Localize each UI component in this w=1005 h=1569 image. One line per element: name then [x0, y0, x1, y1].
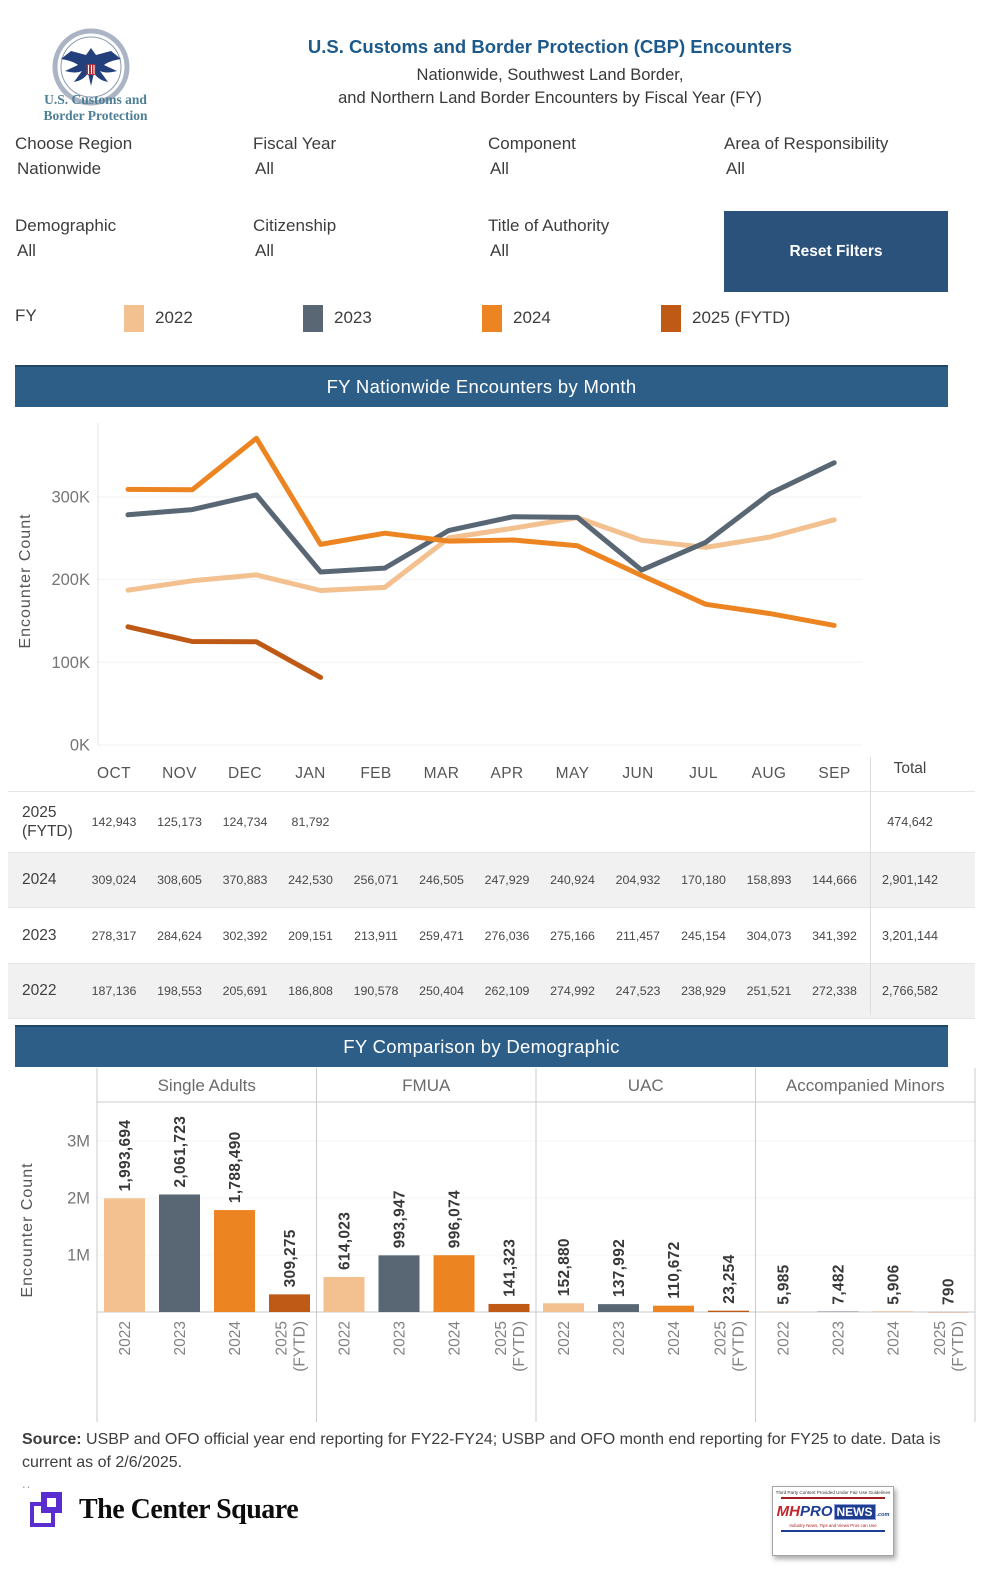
bar-value-label: 7,482 [830, 1264, 848, 1305]
encounter-value-cell: 211,457 [616, 928, 660, 943]
y-tick-label: 3M [67, 1132, 90, 1151]
encounter-value-cell: 262,109 [484, 984, 530, 998]
month-column-header: SEP [818, 765, 851, 782]
filter-value-dropdown[interactable]: All [255, 241, 274, 260]
encounter-value-cell: 142,943 [91, 815, 137, 829]
encounter-value-cell: 251,521 [746, 984, 792, 998]
mhpronews-mh: MH [776, 1503, 800, 1520]
table-row-2025FYTD [8, 791, 975, 852]
bar-Single-Adults-2025FYTD [269, 1294, 310, 1312]
encounter-value-cell: 209,151 [288, 928, 333, 943]
encounter-value-cell: 144,666 [812, 873, 857, 887]
encounters-table [8, 791, 975, 1019]
encounter-value-cell: 250,404 [419, 984, 464, 998]
bar-value-label: 110,672 [666, 1241, 683, 1299]
filter-value-dropdown[interactable]: All [490, 159, 509, 178]
legend-swatch [482, 305, 502, 332]
encounters-by-month-line-chart [0, 403, 1005, 763]
row-total-cell: 2,766,582 [881, 984, 939, 998]
bar-FMUA-2024 [434, 1255, 475, 1312]
encounter-value-cell: 278,317 [91, 928, 137, 943]
encounter-value-cell: 276,036 [484, 928, 530, 943]
row-year-label: 2025 (FYTD) [22, 803, 73, 840]
bar-x-label: (FYTD) [511, 1321, 528, 1372]
filter-label: Citizenship [253, 216, 337, 235]
reset-filters-button[interactable]: Reset Filters [724, 211, 948, 292]
encounter-value-cell: 187,136 [91, 984, 137, 998]
filter-value-dropdown[interactable]: All [726, 159, 745, 178]
bar-value-label: 23,254 [721, 1254, 738, 1304]
bar-value-label: 1,993,694 [117, 1119, 134, 1192]
mhpronews-pro: PRO [799, 1503, 833, 1520]
bar-FMUA-2023 [379, 1255, 420, 1312]
legend-item-label: 2024 [513, 308, 551, 327]
source-text: USBP and OFO official year end reporting for FY22-FY24; USBP and OFO month end reporting for FY25 to date. Data is current as of 2/6/2025. [22, 1431, 941, 1472]
y-tick-label: 100K [51, 653, 90, 672]
bar-UAC-2023 [598, 1304, 639, 1312]
mhpronews-red-rule [781, 1497, 885, 1499]
encounter-value-cell: 370,883 [222, 873, 268, 887]
bar-UAC-2024 [653, 1306, 694, 1312]
encounter-value-cell: 284,624 [157, 928, 202, 943]
bar-x-label: 2024 [446, 1321, 464, 1356]
bar-x-label: 2023 [391, 1321, 409, 1356]
legend-item-2025FYTD[interactable] [661, 303, 790, 333]
encounter-value-cell: 238,929 [681, 984, 726, 998]
encounter-value-cell: 158,893 [746, 873, 792, 887]
bar-value-label: 141,323 [501, 1238, 519, 1297]
bar-x-label: 2022 [775, 1321, 793, 1356]
line-chart-section-header [15, 365, 948, 407]
bar-value-label: 993,947 [391, 1190, 409, 1249]
bar-x-label: 2023 [611, 1321, 628, 1356]
cbp-logo-caption [8, 92, 183, 123]
mhpronews-tagline: Industry News, Tips and Views Pros can Use [789, 1523, 877, 1528]
mhpronews-disclaimer: Third Party Content Provided Under Fair Use Guidelines [775, 1490, 891, 1495]
encounter-value-cell: 247,523 [615, 984, 661, 998]
encounter-value-cell: 213,911 [354, 928, 398, 943]
bar-x-label: 2024 [227, 1321, 244, 1356]
bar-x-label: (FYTD) [950, 1321, 967, 1372]
demographic-group-label: UAC [627, 1076, 664, 1095]
source-note [22, 1428, 974, 1474]
encounter-value-cell: 198,553 [157, 984, 202, 998]
table-row-2023 [8, 907, 975, 963]
encounter-value-cell: 240,924 [550, 873, 595, 887]
filter-value-dropdown[interactable]: All [490, 241, 509, 260]
encounter-value-cell: 246,505 [419, 873, 464, 887]
y-tick-label: 200K [51, 571, 90, 590]
bar-x-label: 2022 [336, 1321, 354, 1356]
bar-x-label: 2024 [666, 1321, 683, 1356]
bar-x-label: 2023 [172, 1321, 189, 1356]
filter-citizenship [253, 216, 478, 261]
legend-swatch [661, 305, 681, 332]
center-square-icon [30, 1490, 66, 1530]
month-column-header: APR [490, 765, 524, 782]
legend-item-label: 2025 (FYTD) [692, 308, 791, 327]
bar-value-label: 2,061,723 [172, 1115, 189, 1188]
filter-component [488, 134, 713, 179]
filter-label: Fiscal Year [253, 134, 337, 153]
bar-x-label: 2025 [712, 1321, 730, 1356]
encounter-value-cell: 259,471 [419, 928, 464, 943]
encounter-value-cell: 81,792 [291, 815, 330, 829]
filter-label: Choose Region [15, 134, 133, 153]
table-row-2022 [8, 963, 975, 1018]
month-column-header: MAR [423, 765, 460, 782]
y-tick-label: 2M [67, 1189, 90, 1208]
encounter-value-cell: 274,992 [550, 984, 595, 998]
row-total-cell: 474,642 [887, 815, 933, 829]
bar-value-label: 614,023 [336, 1211, 354, 1270]
legend-item-2022[interactable] [124, 303, 193, 333]
encounter-value-cell: 309,024 [91, 873, 137, 887]
bar-value-label: 137,992 [611, 1238, 628, 1298]
filter-area-of-responsibility [724, 134, 949, 179]
month-column-header: JUN [622, 765, 654, 782]
y-tick-label: 0K [69, 736, 90, 755]
bar-chart-section-header [15, 1025, 948, 1067]
page-title: U.S. Customs and Border Protection (CBP) Encounters [307, 36, 793, 57]
mhpronews-news: NEWS [834, 1504, 876, 1520]
bar-value-label: 790 [940, 1278, 958, 1305]
fy-legend-label: FY [15, 306, 37, 325]
legend-item-label: 2023 [334, 308, 372, 327]
logo-caption-line2: Border Protection [43, 107, 148, 123]
trailing-dots: .. [22, 1476, 32, 1491]
encounter-value-cell: 275,166 [550, 928, 595, 943]
page-subtitle-line1: Nationwide, Southwest Land Border, [416, 66, 684, 84]
bar-Single-Adults-2024 [214, 1210, 255, 1312]
encounter-value-cell: 170,180 [681, 873, 726, 887]
bar-x-label: 2025 [493, 1321, 510, 1356]
line-series-2025FYTD [128, 627, 321, 678]
filter-label: Title of Authority [488, 216, 610, 235]
table-month-header-row [0, 757, 1005, 791]
mhpronews-com: .com [876, 1512, 890, 1518]
encounter-value-cell: 308,605 [157, 873, 202, 887]
bar-UAC-2022 [543, 1303, 584, 1312]
row-total-cell: 3,201,144 [881, 928, 939, 943]
mhpronews-wordmark [777, 1503, 890, 1520]
bar-Single-Adults-2023 [159, 1194, 200, 1312]
encounter-value-cell: 304,073 [746, 928, 792, 943]
month-column-header: MAY [555, 765, 590, 782]
bar-UAC-2025FYTD [708, 1311, 749, 1312]
legend-swatch [124, 305, 144, 332]
row-year-label: 2022 [22, 982, 57, 1000]
demographic-group-label: Single Adults [157, 1076, 256, 1095]
bar-FMUA-2025FYTD [489, 1304, 530, 1312]
y-axis-title: Encounter Count [17, 513, 34, 649]
bar-x-label: 2022 [117, 1321, 134, 1356]
bar-x-label: 2025 [273, 1321, 291, 1356]
encounter-value-cell: 302,392 [222, 928, 268, 943]
demographic-group-label: FMUA [402, 1076, 451, 1095]
filter-demographic [15, 216, 240, 261]
page-subtitle-line2: and Northern Land Border Encounters by Fiscal Year (FY) [338, 89, 762, 108]
bar-value-label: 5,985 [775, 1264, 793, 1305]
mhpronews-logo[interactable] [772, 1486, 894, 1556]
bar-value-label: 152,880 [556, 1238, 573, 1297]
month-column-header: AUG [751, 765, 787, 782]
row-year-label: 2024 [22, 871, 57, 889]
bar-chart-title: FY Comparison by Demographic [343, 1036, 620, 1057]
bar-x-label: 2025 [932, 1321, 949, 1356]
month-column-header: OCT [97, 765, 131, 782]
bar-value-label: 5,906 [885, 1264, 903, 1305]
line-series-2023 [128, 463, 834, 572]
encounter-value-cell: 245,154 [681, 928, 726, 943]
encounter-value-cell: 124,734 [222, 815, 268, 829]
month-column-header: NOV [162, 765, 197, 782]
encounter-value-cell: 204,932 [615, 873, 661, 887]
title-block [190, 36, 910, 110]
bar-x-label: 2024 [885, 1321, 903, 1356]
encounter-value-cell: 205,691 [222, 984, 268, 998]
month-column-header: JUL [689, 765, 718, 782]
month-column-header: DEC [228, 765, 262, 782]
mhpronews-blue-rule [781, 1530, 885, 1532]
encounter-value-cell: 186,808 [288, 984, 333, 998]
center-square-wordmark: The Center Square [79, 1494, 299, 1525]
filter-label: Demographic [15, 216, 117, 235]
total-column-divider [870, 757, 871, 1015]
y-axis-title: Encounter Count [19, 1162, 36, 1298]
legend-item-2024[interactable] [482, 303, 551, 333]
legend-swatch [303, 305, 323, 332]
filter-title-of-authority [488, 216, 713, 261]
demographic-group-label: Accompanied Minors [785, 1076, 945, 1095]
encounter-value-cell: 256,071 [353, 873, 399, 887]
source-label: Source: [22, 1431, 82, 1448]
encounter-value-cell: 247,929 [484, 873, 530, 887]
filter-choose-region [15, 134, 240, 179]
filter-label: Area of Responsibility [724, 134, 889, 153]
month-column-header: FEB [360, 765, 392, 782]
center-square-logo[interactable] [30, 1490, 298, 1530]
bar-value-label: 996,074 [446, 1190, 464, 1249]
encounter-value-cell: 242,530 [288, 873, 333, 887]
y-tick-label: 1M [67, 1246, 90, 1265]
logo-caption-line1: U.S. Customs and [44, 92, 147, 107]
row-year-label: 2023 [22, 926, 57, 944]
bar-x-label: (FYTD) [291, 1321, 309, 1372]
total-column-header: Total [893, 760, 927, 777]
encounter-value-cell: 341,392 [812, 928, 857, 943]
filter-value-dropdown[interactable]: All [255, 159, 274, 178]
filter-value-dropdown[interactable]: Nationwide [17, 159, 102, 178]
encounter-value-cell: 272,338 [812, 984, 857, 998]
bar-x-label: 2023 [830, 1321, 848, 1356]
encounter-value-cell: 125,173 [157, 815, 202, 829]
filter-value-dropdown[interactable]: All [17, 241, 36, 260]
line-chart-title: FY Nationwide Encounters by Month [326, 376, 637, 397]
bar-value-label: 1,788,490 [227, 1131, 244, 1204]
bar-FMUA-2022 [324, 1277, 365, 1312]
y-tick-label: 300K [51, 488, 90, 507]
table-row-2024 [8, 852, 975, 907]
bar-x-label: (FYTD) [730, 1321, 748, 1372]
filter-fiscal-year [253, 134, 478, 179]
legend-item-label: 2022 [155, 308, 193, 327]
bar-x-label: 2022 [556, 1321, 573, 1356]
month-column-header: JAN [295, 765, 326, 782]
demographic-comparison-bar-chart [0, 1065, 1005, 1425]
row-total-cell: 2,901,142 [881, 873, 939, 887]
bar-value-label: 309,275 [282, 1229, 299, 1288]
legend-item-2023[interactable] [303, 303, 372, 333]
filter-label: Component [488, 134, 576, 153]
bar-Single-Adults-2022 [104, 1198, 145, 1312]
encounter-value-cell: 190,578 [353, 984, 399, 998]
